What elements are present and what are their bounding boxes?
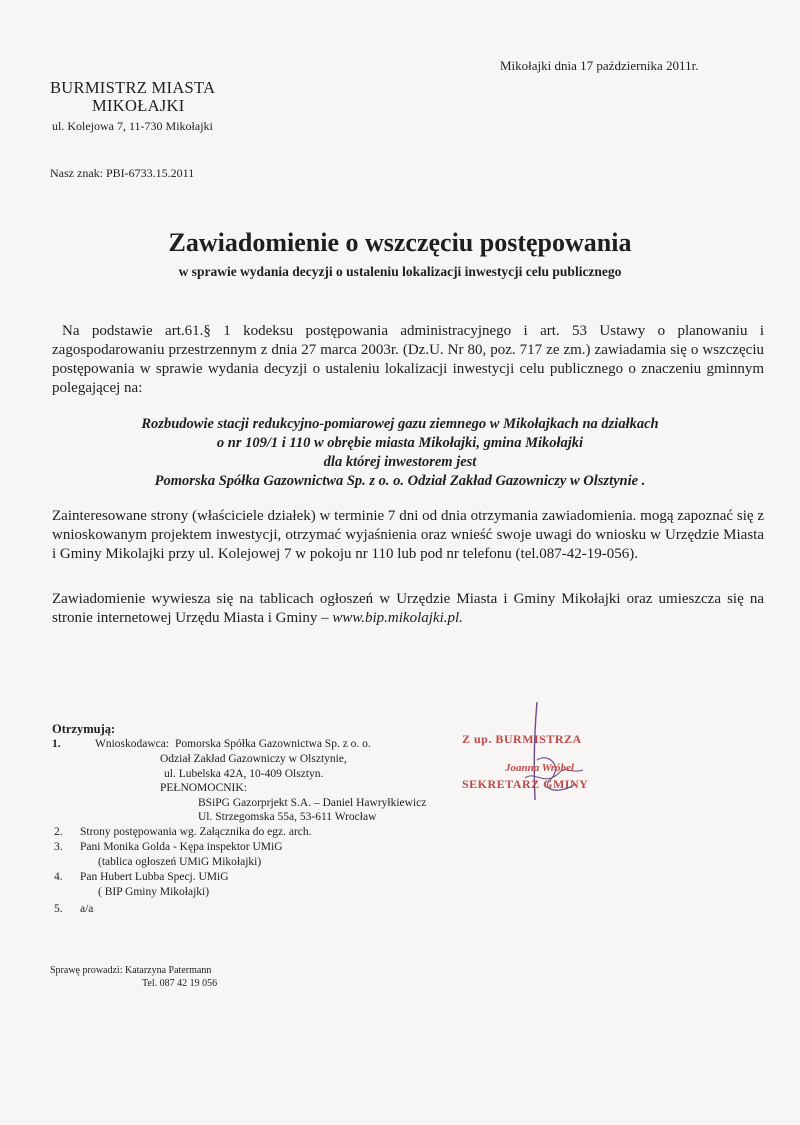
- recipient-2: Strony postępowania wg. Załącznika do egz. arch.: [80, 826, 312, 838]
- document-date: Mikołajki dnia 17 października 2011r.: [500, 58, 699, 73]
- recipient-5-number: 5.: [54, 903, 63, 915]
- recipient-4: Pan Hubert Lubba Specj. UMiG: [80, 871, 229, 883]
- recipient-1-line-2: Odział Zakład Gazowniczy w Olsztynie,: [160, 753, 347, 765]
- investment-line-1: Rozbudowie stacji redukcyjno-pomiarowej gazu ziemnego w Mikołajkach na działkach: [141, 416, 659, 432]
- document-title: Zawiadomienie o wszczęciu postępowania: [168, 228, 632, 257]
- sender-name: BURMISTRZ MIASTA: [50, 78, 216, 97]
- sender-city: MIKOŁAJKI: [92, 96, 185, 115]
- paragraph-3-text: Zawiadomienie wywiesza się na tablicach ogłoszeń w Urzędzie Miasta i Gminy Mikołajki oraz umieszcza się na stronie internetowej Urzędu Miasta i Gminy –: [52, 591, 764, 626]
- document-subtitle: w sprawie wydania decyzji o ustaleniu lokalizacji inwestycji celu publicznego: [178, 264, 622, 279]
- recipient-2-number: 2.: [54, 826, 63, 838]
- body-paragraph-1: Na podstawie art.61.§ 1 kodeksu postępowania administracyjnego i art. 53 Ustawy o planowaniu i zagospodarowaniu przestrzennym z dnia 27 marca 2003r. (Dz.U. Nr 80, poz. 717 ze zm.) zawiadamia się o wszczęciu postępowania w sprawie wydania decyzji o ustaleniu lokalizacji inwestycji celu publicznego o znaczeniu gminnym polegającej na:: [52, 323, 764, 396]
- proxy-line-1: BSiPG Gazorprjekt S.A. – Daniel Hawryłkiewicz: [198, 797, 427, 809]
- recipient-1-line-1: Pomorska Spółka Gazownictwa Sp. z o. o.: [175, 738, 371, 750]
- recipient-1-line-3: ul. Lubelska 42A, 10-409 Olsztyn.: [164, 768, 324, 780]
- recipients-heading: Otrzymują:: [52, 722, 116, 736]
- stamp-line-3: SEKRETARZ GMINY: [462, 777, 589, 791]
- sender-address: ul. Kolejowa 7, 11-730 Mikołajki: [52, 119, 213, 133]
- signature-mark: [505, 700, 595, 810]
- recipient-4-number: 4.: [54, 871, 63, 883]
- proxy-label: PEŁNOMOCNIK:: [160, 782, 247, 794]
- body-paragraph-2: Zainteresowane strony (właściciele działek) w terminie 7 dni od dnia otrzymania zawiadomienia. mogą zapoznać się z wnioskowanym projektem inwestycji, otrzymać wyjaśnienia oraz wnieść swoje uwagi do wniosku w Urzędzie Miasta i Gminy Mikolajki przy ul. Kolejowej 7 w pokoju nr 110 lub pod nr telefonu (tel.087-42-19-056).: [52, 508, 764, 562]
- recipient-3-sub: (tablica ogłoszeń UMiG Mikołajki): [98, 856, 262, 868]
- recipient-1-label: Wnioskodawca:: [95, 738, 170, 750]
- reference-number: Nasz znak: PBI-6733.15.2011: [50, 166, 195, 180]
- recipient-1-number: 1.: [52, 738, 61, 750]
- bip-link[interactable]: www.bip.mikolajki.pl.: [332, 610, 463, 626]
- recipient-3: Pani Monika Golda - Kępa inspektor UMiG: [80, 841, 283, 853]
- stamp-line-1: Z up. BURMISTRZA: [462, 732, 582, 746]
- contact-phone: Tel. 087 42 19 056: [142, 978, 218, 989]
- recipient-4-sub: ( BIP Gminy Mikołajki): [98, 886, 210, 898]
- recipient-5: a/a: [80, 903, 94, 915]
- stamp-signature: Joanna Wróbel: [505, 762, 574, 774]
- proxy-line-2: Ul. Strzegomska 55a, 53-611 Wrocław: [198, 811, 377, 823]
- investment-line-3: dla której inwestorem jest: [323, 454, 477, 470]
- prepared-by: Sprawę prowadzi: Katarzyna Patermann: [50, 965, 212, 976]
- investment-line-4: Pomorska Spółka Gazownictwa Sp. z o. o. Odział Zakład Gazowniczy w Olsztynie .: [154, 473, 646, 489]
- body-paragraph-3: [52, 590, 764, 628]
- recipient-3-number: 3.: [54, 841, 63, 853]
- investment-line-2: o nr 109/1 i 110 w obrębie miasta Mikołajki, gmina Mikołajki: [216, 435, 584, 451]
